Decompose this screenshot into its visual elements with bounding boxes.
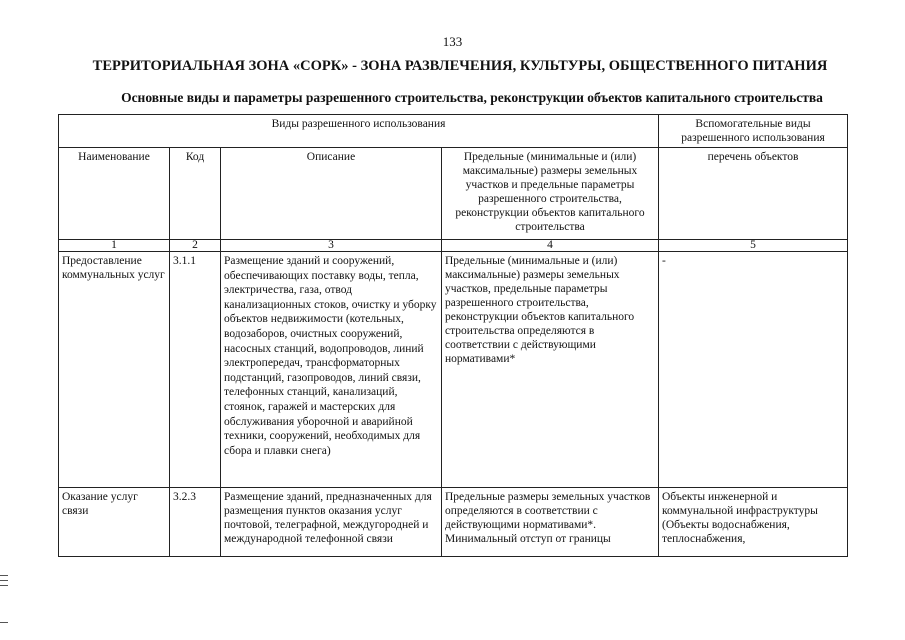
row-aux-cell: - — [659, 252, 848, 488]
zone-parameters-table — [58, 114, 848, 557]
column-number: 5 — [659, 240, 848, 252]
table-column-header-row — [59, 148, 848, 240]
scan-edge-mark — [0, 580, 8, 581]
row-name-cell: Предоставление коммунальных услуг — [59, 252, 170, 488]
table-row — [59, 488, 848, 557]
row-parameters-cell — [442, 488, 659, 557]
document-subtitle: Основные виды и параметры разрешенного строительства, реконструкции объектов капитального строительства — [121, 90, 823, 105]
table-row — [59, 252, 848, 488]
scan-edge-mark — [0, 575, 8, 576]
page-number: 133 — [442, 34, 463, 49]
column-number: 3 — [221, 240, 442, 252]
scan-edge-mark — [0, 622, 8, 623]
column-number: 1 — [59, 240, 170, 252]
scan-edge-mark — [0, 585, 8, 586]
row-parameters-text: Предельные размеры земельных участков определяются в соответствии с действующими нормативами*. Минимальный отступ от границы — [445, 491, 651, 545]
table-group-header-row — [59, 115, 848, 148]
row-code-cell: 3.2.3 — [170, 488, 221, 557]
row-aux-text: Объекты инженерной и коммунальной инфраструктуры (Объекты водоснабжения, теплоснабжения, — [662, 491, 818, 545]
column-number: 4 — [442, 240, 659, 252]
row-parameters-cell: Предельные (минимальные и (или) максимальные) размеры земельных участков, предельные параметры разрешенного строительства, реконструкции объектов капитального строительства определяются в соответствии с действующими нормативами* — [442, 252, 659, 488]
column-number: 2 — [170, 240, 221, 252]
row-code-cell: 3.1.1 — [170, 252, 221, 488]
column-header-aux-objects: перечень объектов — [659, 148, 848, 240]
document-title: ТЕРРИТОРИАЛЬНАЯ ЗОНА «СОРК» - ЗОНА РАЗВЛЕЧЕНИЯ, КУЛЬТУРЫ, ОБЩЕСТВЕННОГО ПИТАНИЯ — [92, 58, 828, 74]
row-name-cell: Оказание услуг связи — [59, 488, 170, 557]
column-header-code: Код — [170, 148, 221, 240]
column-header-parameters: Предельные (минимальные и (или) максимальные) размеры земельных участков и предельные параметры разрешенного строительства, реконструкции объектов капитального строительства — [442, 148, 659, 240]
column-header-name: Наименование — [59, 148, 170, 240]
row-aux-cell — [659, 488, 848, 557]
group-header-main: Виды разрешенного использования — [59, 115, 659, 148]
column-header-description: Описание — [221, 148, 442, 240]
row-description-cell: Размещение зданий и сооружений, обеспечивающих поставку воды, тепла, электричества, газа, отвод канализационных стоков, очистку и уборку объектов недвижимости (котельных, водозаборов, очистных сооружений, насосных станций, водопроводов, линий электропередач, трансформаторных подстанций, газопроводов, линий связи, телефонных станций, канализаций, стоянок, гаражей и мастерских для обслуживания уборочной и аварийной техники, сооружений, необходимых для сбора и плавки снега) — [221, 252, 442, 488]
table-column-number-row — [59, 240, 848, 252]
row-description-cell — [221, 488, 442, 557]
group-header-aux: Вспомогательные виды разрешенного использования — [659, 115, 848, 148]
row-description-text: Размещение зданий, предназначенных для размещения пунктов оказания услуг почтовой, телеграфной, междугородней и международной телефонной связи — [224, 491, 432, 545]
